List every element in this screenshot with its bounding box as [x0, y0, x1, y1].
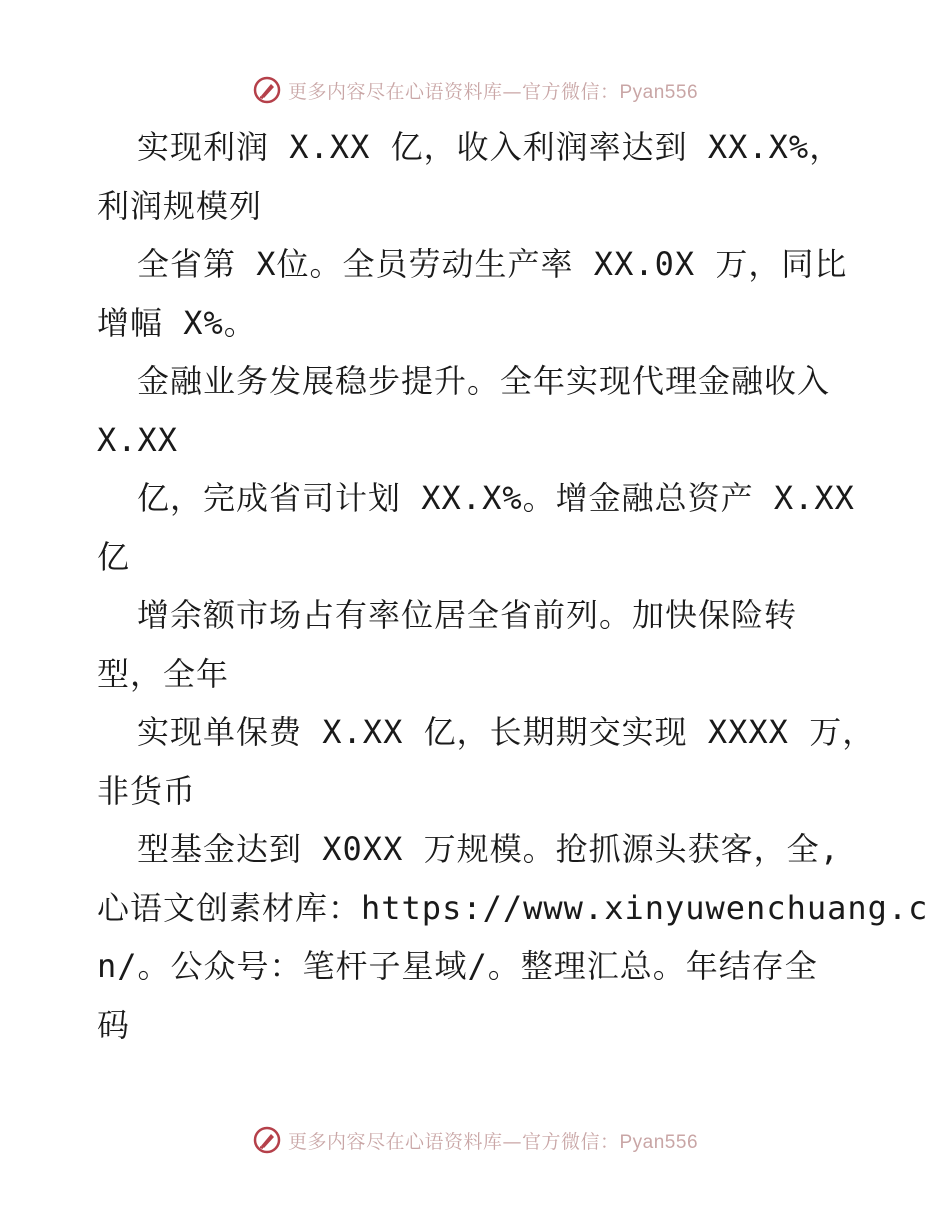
- paragraph-line: 型，全年: [97, 654, 230, 693]
- header-brand-text: Pyan556: [619, 81, 699, 103]
- paragraph-7: [97, 820, 929, 1054]
- paragraph-5: [97, 586, 857, 703]
- paragraph-line: 非货币: [97, 771, 197, 810]
- paragraph-line: 型基金达到 X0XX 万规模。抢抓源头获客，全,: [137, 830, 840, 868]
- footer-brand-text: Pyan556: [619, 1131, 699, 1153]
- pen-logo-icon: [252, 75, 282, 105]
- pen-logo-icon: [252, 1125, 282, 1155]
- paragraph-line: 亿: [97, 537, 131, 576]
- paragraph-line: 增幅 X%。: [97, 303, 257, 342]
- paragraph-line: 亿，完成省司计划 XX.X%。增金融总资产 X.XX: [137, 479, 855, 517]
- header-site-text: 更多内容尽在心语资料库—官方微信：: [287, 80, 620, 103]
- document-body: [97, 118, 929, 1054]
- paragraph-line: 金融业务发展稳步提升。全年实现代理金融收入: [137, 362, 831, 400]
- paragraph-line: 实现单保费 X.XX 亿，长期期交实现 XXXX 万，: [137, 713, 876, 751]
- paragraph-line: n/。公众号：笔杆子星域/。整理汇总。年结存全: [97, 947, 818, 985]
- paragraph-1: [97, 118, 857, 235]
- paragraph-2: [97, 235, 857, 352]
- header-banner: [0, 70, 950, 110]
- paragraph-line: 实现利润 X.XX 亿，收入利润率达到 XX.X%，: [137, 128, 843, 166]
- paragraph-line: 全省第 X位。全员劳动生产率 XX.0X 万，同比: [137, 245, 848, 283]
- paragraph-line: X.XX: [97, 420, 179, 459]
- paragraph-6: [97, 703, 876, 820]
- paragraph-3: [97, 352, 857, 469]
- paragraph-line: 利润规模列: [97, 186, 263, 225]
- paragraph-line: 增余额市场占有率位居全省前列。加快保险转: [137, 596, 798, 634]
- footer-site-text: 更多内容尽在心语资料库—官方微信：: [287, 1130, 620, 1153]
- paragraph-line: 心语文创素材库：https://www.xinyuwenchuang.c: [97, 888, 929, 927]
- paragraph-line: 码: [97, 1005, 131, 1044]
- footer-banner: [0, 1120, 950, 1160]
- paragraph-4: [97, 469, 857, 586]
